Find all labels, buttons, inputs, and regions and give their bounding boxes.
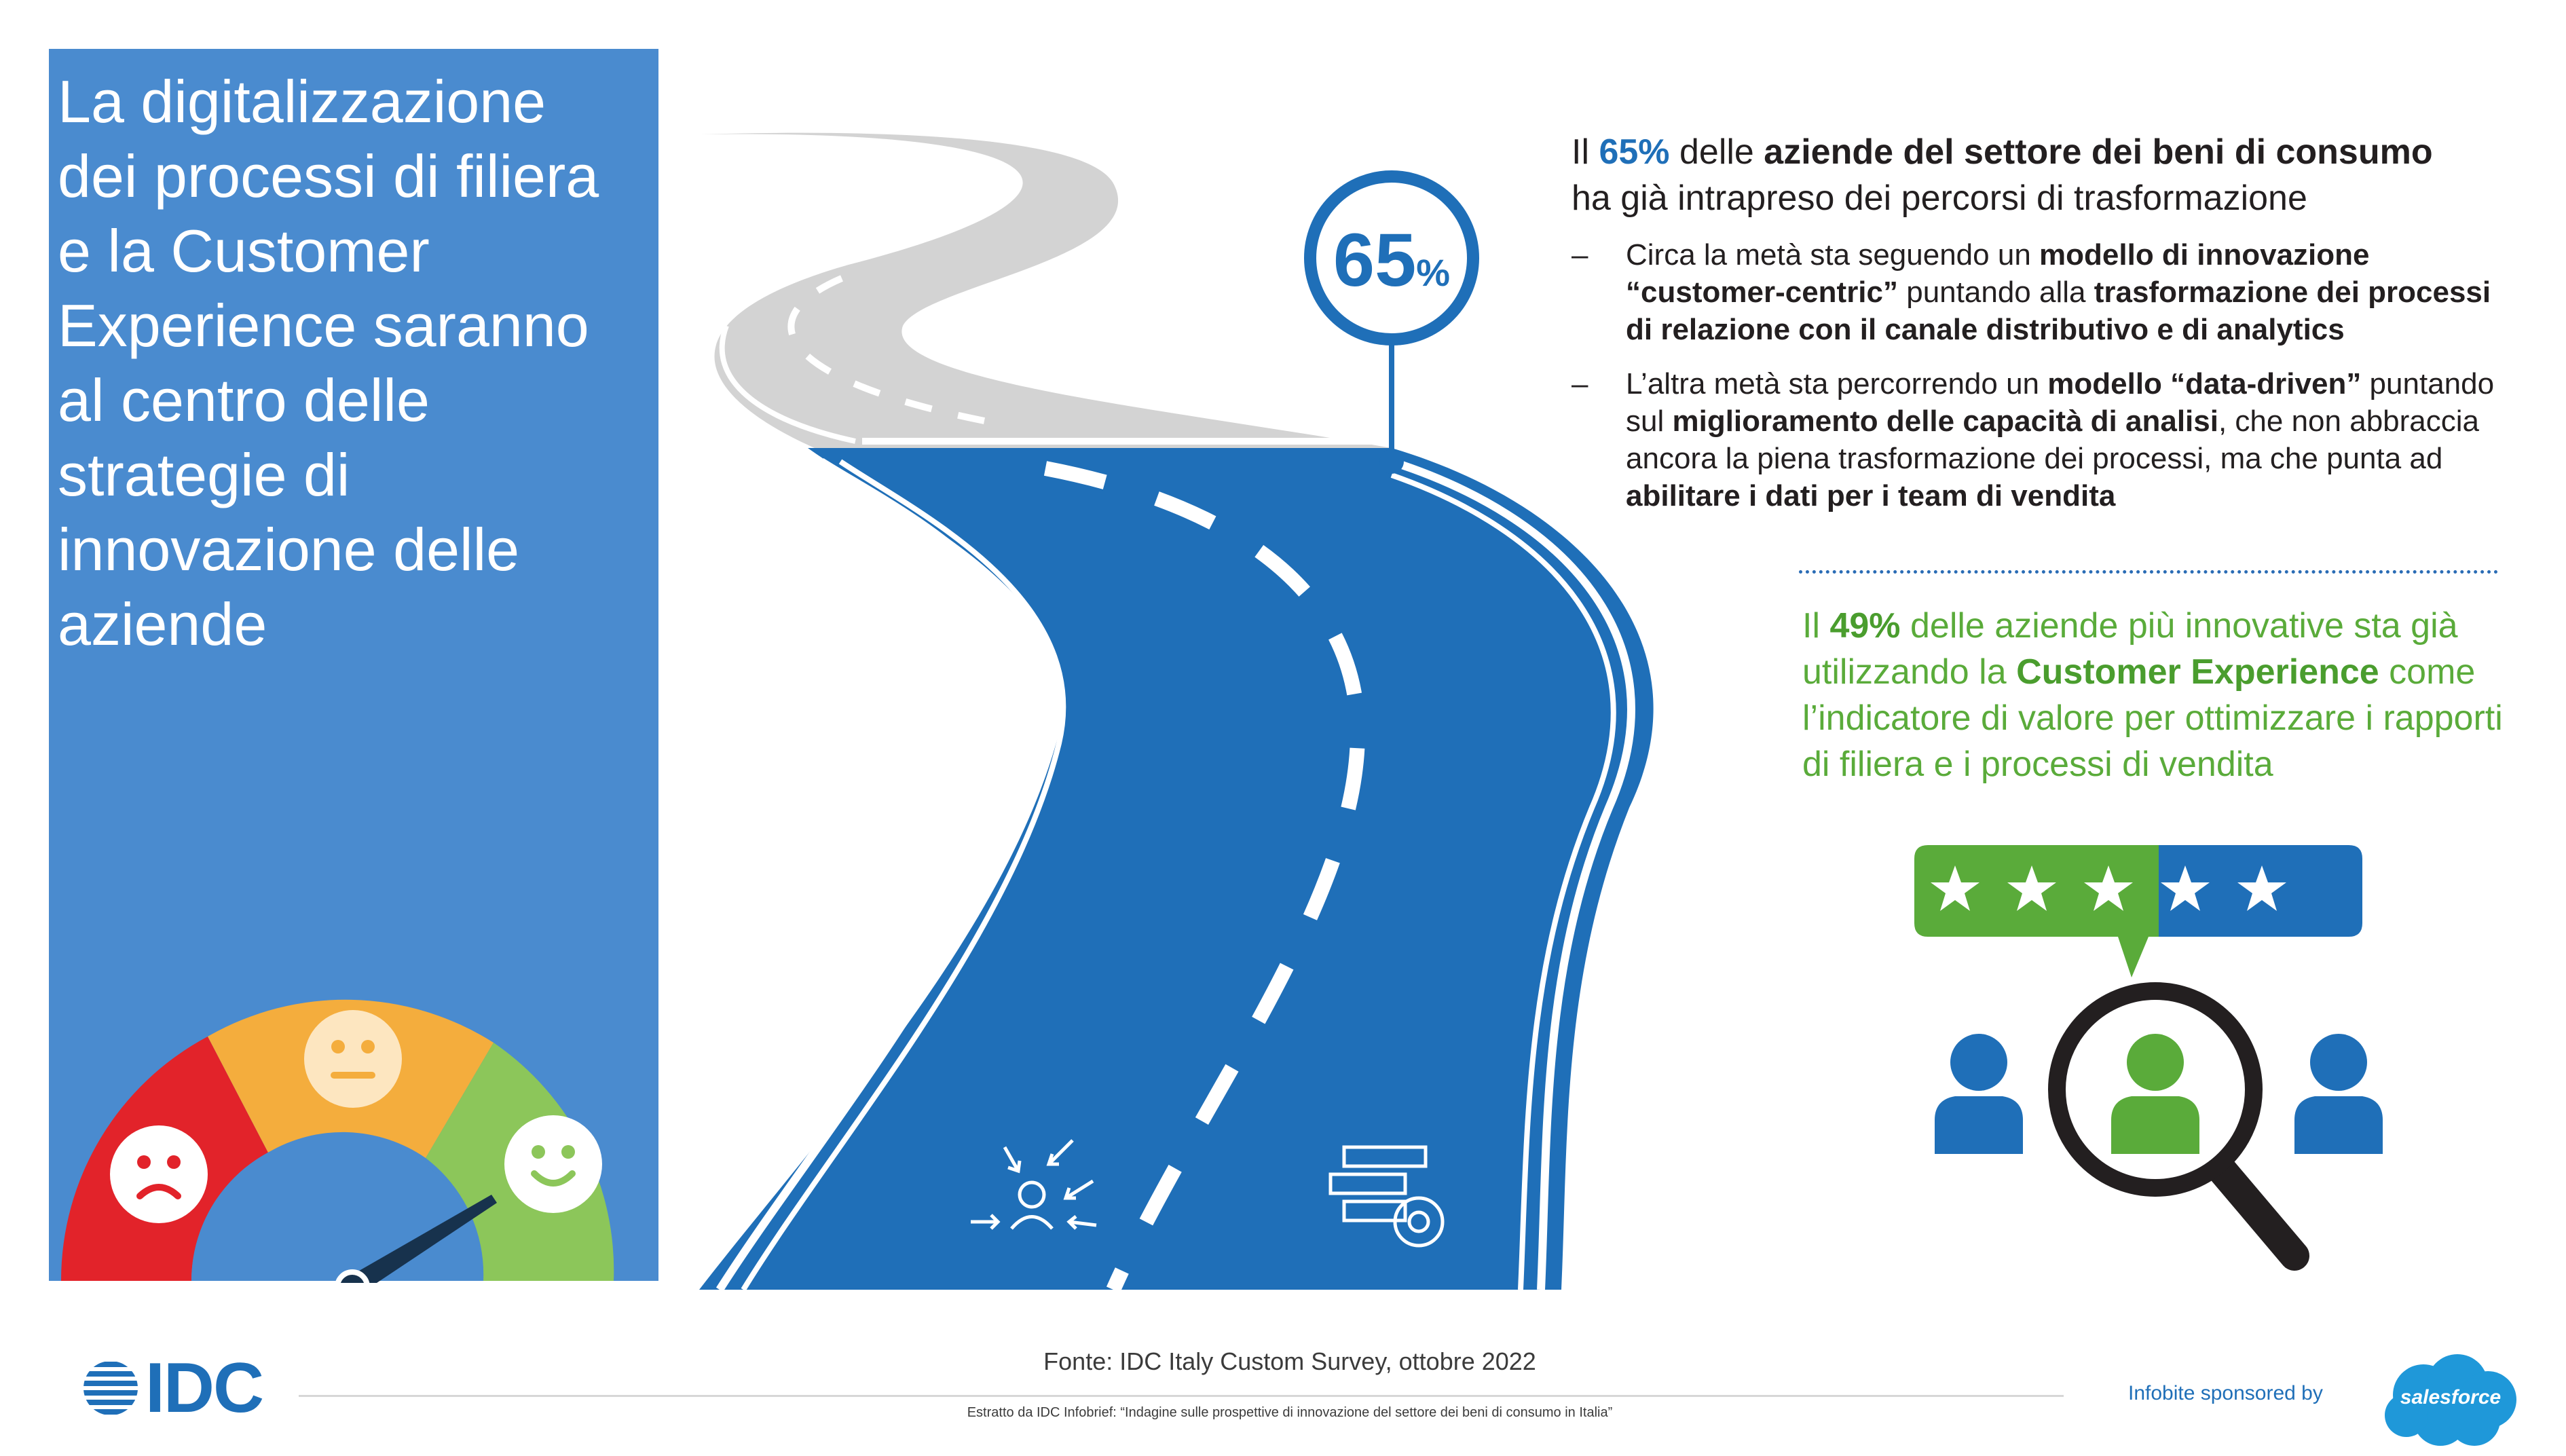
idc-wordmark: IDC xyxy=(145,1349,263,1427)
customer-review-illustration xyxy=(1914,835,2403,1276)
stat-49 xyxy=(1802,603,2515,787)
stat-65 xyxy=(1572,129,2522,221)
bullet2-b3: abilitare i dati per i team di vendita xyxy=(1626,479,2116,512)
magnifier-icon xyxy=(2057,991,2294,1256)
stat1-bold: aziende del settore dei beni di consumo xyxy=(1764,132,2433,172)
panel-title: La digitalizzazione dei processi di filiera e la Customer Experience saranno al centro delle strategie di innovazione delle aziende xyxy=(58,68,599,658)
stat2-prefix: Il xyxy=(1802,606,1830,646)
sponsor-label: Infobite sponsored by xyxy=(2128,1382,2323,1404)
stat1-line2: ha già intrapreso dei percorsi di trasformazione xyxy=(1572,179,2307,218)
bullet1-b1: modello di innovazione “customer-centric” xyxy=(1626,238,2370,309)
bullet1-b2: trasformazione dei processi di relazione con il canale distributivo e di analytics xyxy=(1626,276,2491,346)
bullet2-t3: , che non abbraccia ancora la piena trasformazione dei processi, ma che punta ad xyxy=(1626,405,2480,475)
stat1-mid: delle xyxy=(1669,132,1764,172)
neutral-face-icon xyxy=(304,1010,402,1108)
stat2-t1: delle aziende più innovative sta già utilizzando la xyxy=(1802,606,2458,692)
salesforce-wordmark: salesforce xyxy=(2400,1386,2502,1408)
badge-label xyxy=(1310,217,1473,303)
bullet-customer-centric xyxy=(1572,236,2522,348)
salesforce-logo xyxy=(2376,1351,2525,1456)
stat2-t2: come l’indicatore di valore per ottimizzare i rapporti di filiera e i processi di vendita xyxy=(1802,652,2503,784)
bullet2-text xyxy=(1626,365,2522,515)
footer-extract: Estratto da IDC Infobrief: “Indagine sulle prospettive di innovazione del settore dei beni di consumo in Italia” xyxy=(967,1405,1613,1420)
badge-value: 65 xyxy=(1333,219,1417,302)
footer-divider xyxy=(299,1395,2064,1397)
bullet2-b1: modello “data-driven” xyxy=(2047,367,2362,400)
idc-logo xyxy=(80,1349,263,1427)
badge-unit: % xyxy=(1416,251,1451,294)
satisfaction-gauge xyxy=(49,977,658,1283)
dotted-separator xyxy=(1799,570,2498,574)
bullet1-t1: Circa la metà sta seguendo un xyxy=(1626,238,2040,272)
stat2-bold: Customer Experience xyxy=(2016,652,2379,692)
bullet-dash: – xyxy=(1572,238,1588,272)
bullet2-b2: miglioramento delle capacità di analisi xyxy=(1672,405,2218,438)
sad-face-icon xyxy=(110,1125,208,1223)
bullet2-t2: puntando sul xyxy=(1626,367,2495,438)
bullet-data-driven xyxy=(1572,365,2522,515)
globe-icon xyxy=(80,1358,141,1419)
bullet1-t2: puntando alla xyxy=(1898,276,2094,309)
user-icon xyxy=(2294,1034,2383,1154)
happy-face-icon xyxy=(504,1115,602,1213)
bullet1-text xyxy=(1626,236,2522,348)
bullet2-t1: L’altra metà sta percorrendo un xyxy=(1626,367,2048,400)
stat2-percent: 49% xyxy=(1829,606,1901,646)
bullet-dash: – xyxy=(1572,367,1588,400)
stat1-percent: 65% xyxy=(1599,132,1670,172)
stat1-prefix: Il xyxy=(1572,132,1599,172)
footer-source: Fonte: IDC Italy Custom Survey, ottobre 2022 xyxy=(1043,1347,1536,1375)
user-icon xyxy=(1935,1034,2023,1154)
